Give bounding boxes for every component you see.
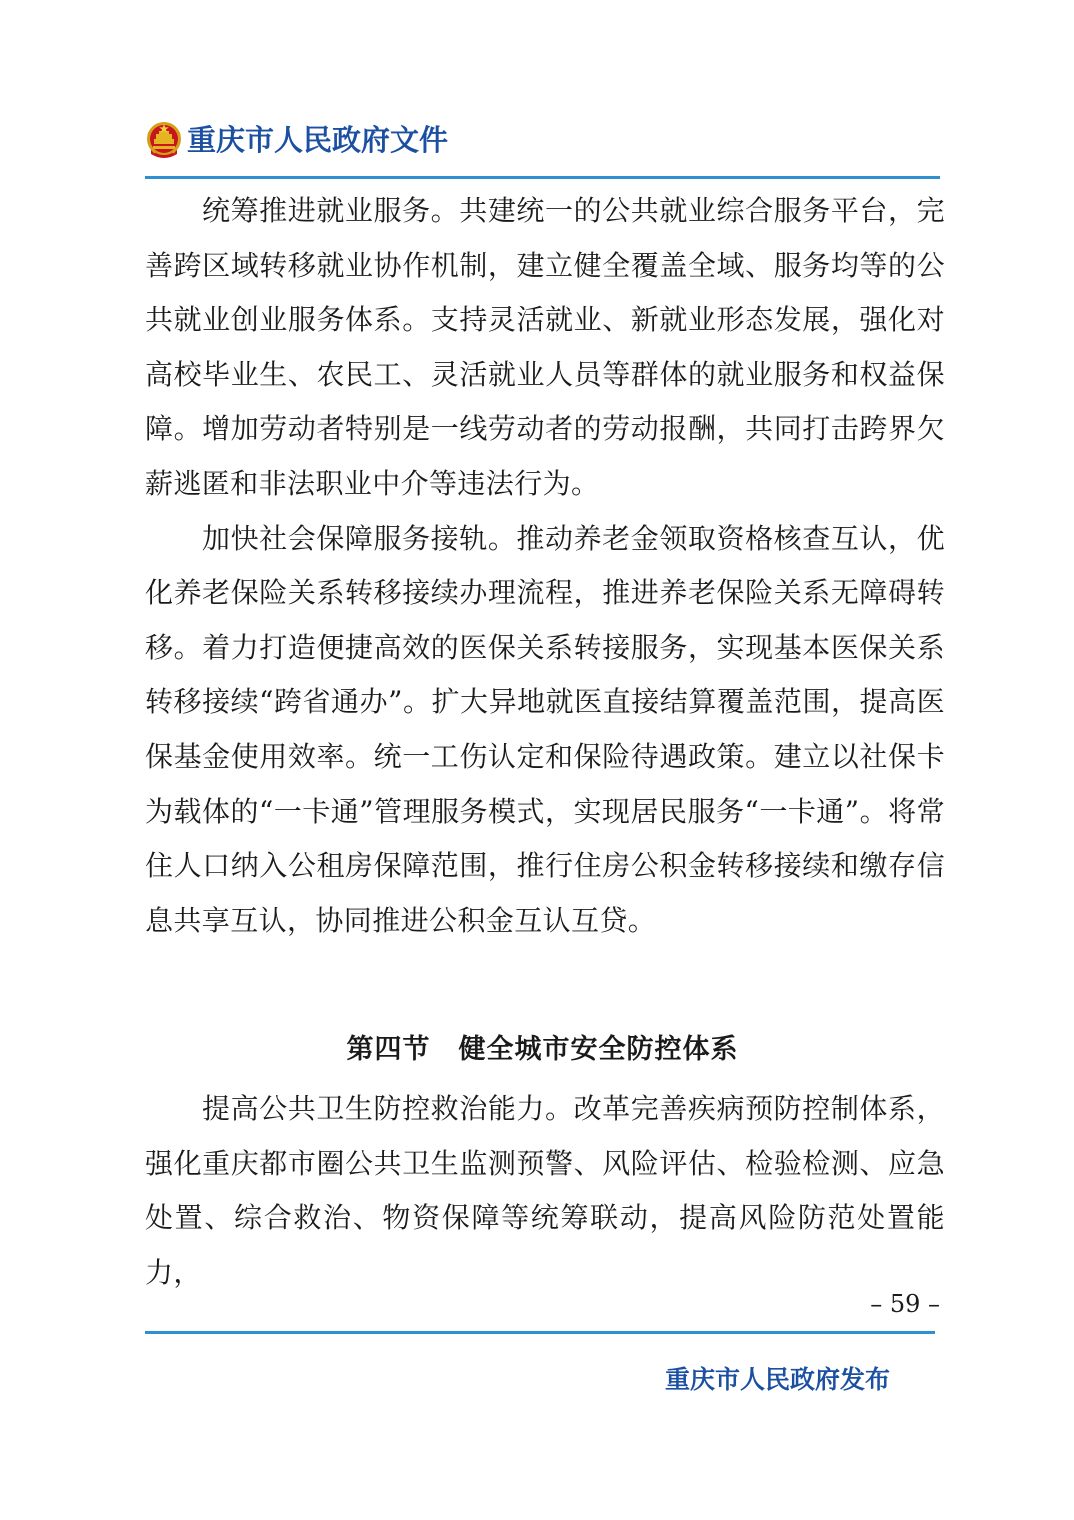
body-text-top	[145, 184, 945, 948]
paragraph-social-security: 加快社会保障服务接轨。推动养老金领取资格核查互认，优化养老保险关系转移接续办理流程，推进养老保险关系无障碍转移。着力打造便捷高效的医保关系转接服务，实现基本医保关系转移接续“跨省通办”。扩大异地就医直接结算覆盖范围，提高医保基金使用效率。统一工伤认定和保险待遇政策。建立以社保卡为载体的“一卡通”管理服务模式，实现居民服务“一卡通”。将常住人口纳入公租房保障范围，推行住房公积金转移接续和缴存信息共享互认，协同推进公积金互认互贷。	[145, 521, 945, 937]
footer-divider	[145, 1331, 935, 1334]
footer-publisher: 重庆市人民政府发布	[664, 1365, 890, 1394]
section-heading: 第四节 健全城市安全防控体系	[346, 1034, 739, 1065]
paragraph-employment-services: 统筹推进就业服务。共建统一的公共就业综合服务平台，完善跨区域转移就业协作机制，建立健全覆盖全域、服务均等的公共就业创业服务体系。支持灵活就业、新就业形态发展，强化对高校毕业生、农民工、灵活就业人员等群体的就业服务和权益保障。增加劳动者特别是一线劳动者的劳动报酬，共同打击跨界欠薪逃匿和非法职业中介等违法行为。	[145, 194, 945, 500]
page-number: – 59 –	[870, 1290, 940, 1318]
paragraph-public-health: 提高公共卫生防控救治能力。改革完善疾病预防控制体系，强化重庆都市圈公共卫生监测预警、风险评估、检验检测、应急处置、综合救治、物资保障等统筹联动，提高风险防范处置能力，	[145, 1092, 945, 1289]
document-header	[145, 118, 940, 178]
header-divider	[145, 176, 940, 179]
body-text-bottom	[145, 1082, 945, 1300]
national-emblem-icon	[145, 120, 183, 160]
header-title: 重庆市人民政府文件	[187, 123, 449, 157]
